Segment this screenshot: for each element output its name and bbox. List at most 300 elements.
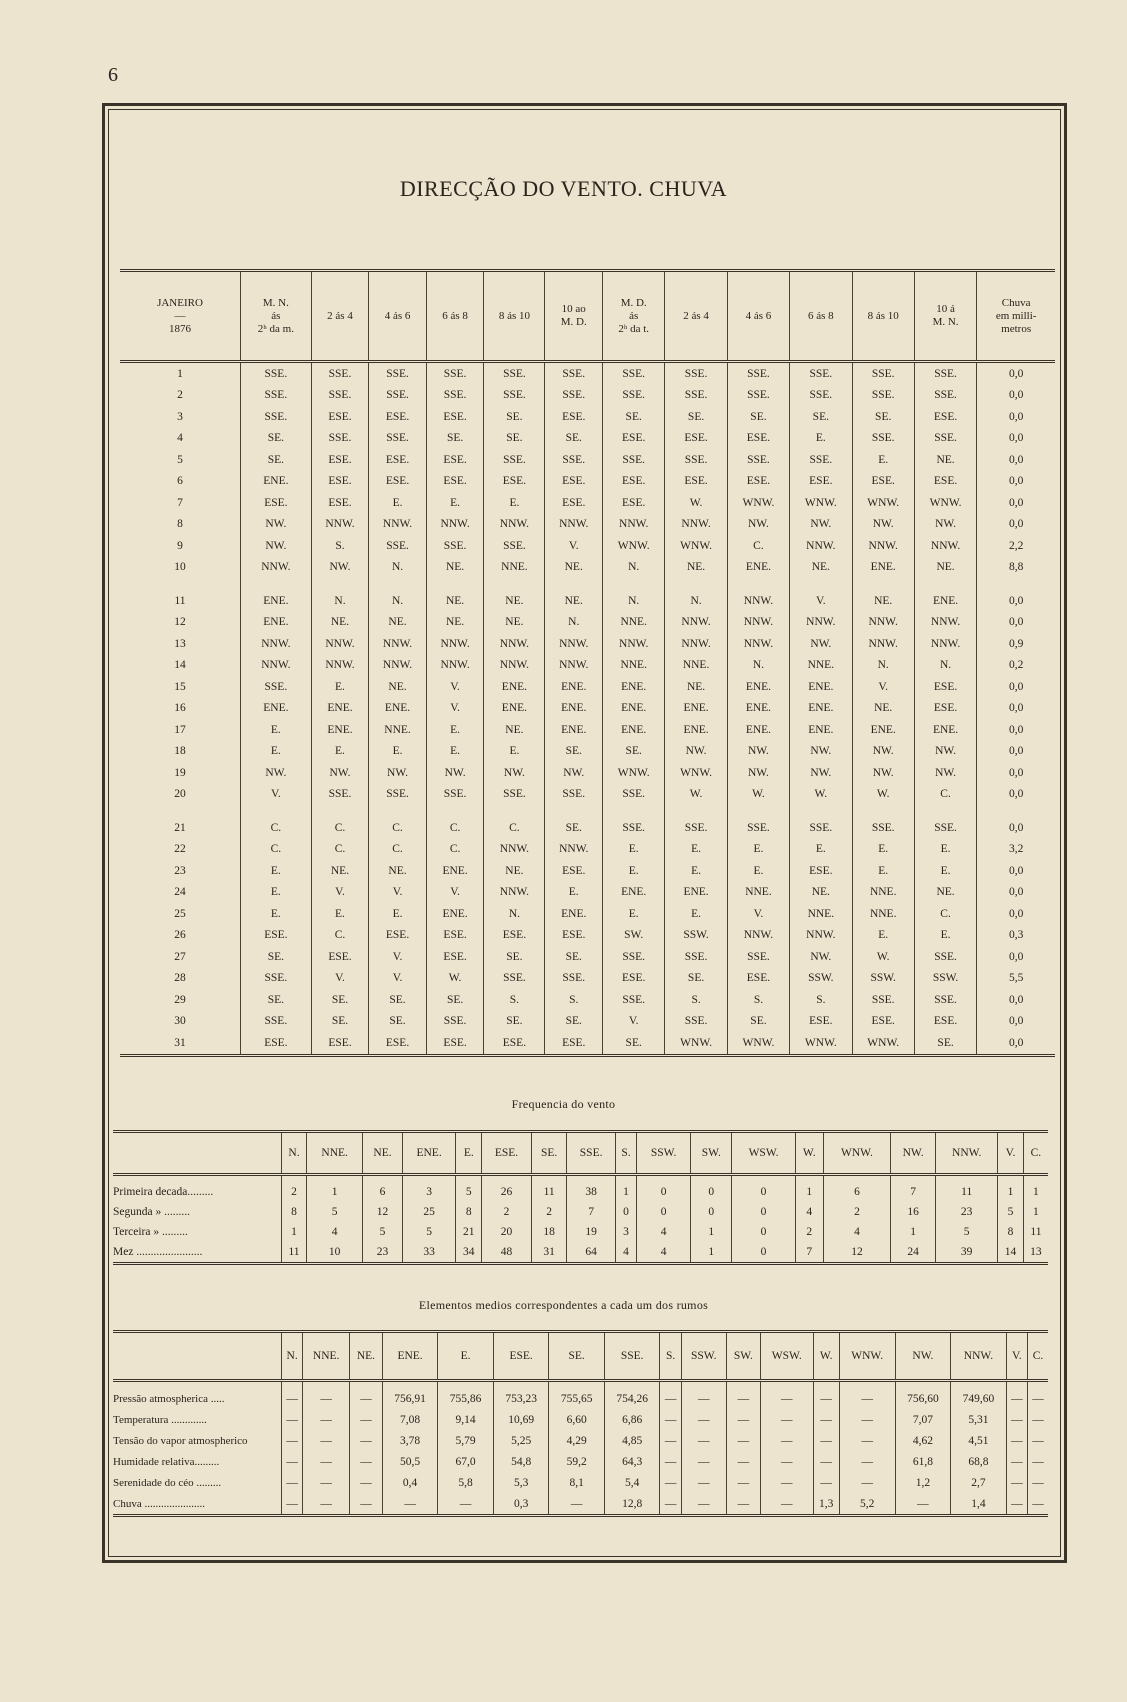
day-row [120, 633, 1055, 655]
day-row [120, 839, 1055, 861]
wind-direction-cell: N. [603, 590, 665, 612]
wind-direction-cell: ESE. [603, 428, 665, 450]
frequency-direction-header: NNE. [306, 1132, 362, 1175]
day-row [120, 903, 1055, 925]
wind-direction-cell: NNW. [665, 514, 727, 536]
wind-direction-cell: SE. [603, 406, 665, 428]
frequency-value: 33 [402, 1242, 456, 1264]
wind-direction-cell: ENE. [311, 698, 369, 720]
wind-direction-cell: SSE. [241, 968, 312, 990]
elements-value: — [681, 1472, 726, 1493]
elements-value: — [1027, 1430, 1048, 1451]
wind-direction-cell: ENE. [603, 676, 665, 698]
wind-direction-cell: ESE. [852, 1011, 914, 1033]
elements-value: — [726, 1451, 760, 1472]
wind-direction-cell: V. [369, 968, 427, 990]
wind-direction-cell: ENE. [790, 719, 852, 741]
wind-direction-cell: NNW. [727, 925, 789, 947]
day-row [120, 719, 1055, 741]
frequency-value: 6 [363, 1175, 402, 1203]
day-number: 28 [174, 972, 186, 985]
wind-direction-cell: SSE. [914, 362, 976, 385]
wind-direction-cell: ESE. [369, 925, 427, 947]
day-row [120, 968, 1055, 990]
elements-direction-header: NNW. [951, 1332, 1007, 1381]
frequency-value: 18 [531, 1222, 566, 1242]
frequency-direction-header: V. [998, 1132, 1024, 1175]
elements-value: 1,3 [813, 1493, 839, 1516]
wind-direction-cell: SSE. [369, 428, 427, 450]
wind-direction-cell: NE. [790, 557, 852, 579]
rain-value: 2,2 [977, 535, 1055, 557]
spacer-cell [727, 805, 789, 817]
frequency-row-label: Mez ....................... [113, 1242, 282, 1264]
day-row [120, 1032, 1055, 1055]
wind-direction-cell: SE. [545, 741, 603, 763]
elements-value: 54,8 [493, 1451, 549, 1472]
wind-direction-cell: ESE. [241, 1032, 312, 1055]
frequency-value: 7 [891, 1175, 936, 1203]
elements-value: — [382, 1493, 438, 1516]
wind-direction-cell: C. [914, 903, 976, 925]
wind-direction-cell: SSE. [426, 784, 484, 806]
wind-direction-cell: NNW. [727, 633, 789, 655]
wind-direction-cell: SE. [426, 428, 484, 450]
wind-direction-cell: ENE. [426, 903, 484, 925]
wind-direction-cell: E. [727, 839, 789, 861]
day-number: 7 [177, 496, 183, 509]
spacer-cell [852, 578, 914, 590]
day-number: 29 [174, 993, 186, 1006]
elements-value: — [895, 1493, 951, 1516]
wind-direction-cell: ESE. [311, 492, 369, 514]
day-number: 27 [174, 950, 186, 963]
wind-direction-cell: SSE. [603, 989, 665, 1011]
wind-direction-cell: NE. [311, 612, 369, 634]
spacer-cell [311, 805, 369, 817]
wind-direction-cell: E. [426, 492, 484, 514]
wind-direction-cell: NE. [545, 557, 603, 579]
wind-direction-cell: NNW. [241, 557, 312, 579]
elements-value: 59,2 [549, 1451, 605, 1472]
elements-direction-header: NE. [350, 1332, 383, 1381]
elements-value: — [660, 1430, 681, 1451]
wind-direction-cell: NW. [426, 762, 484, 784]
frequency-row-label: Terceira » ......... [113, 1226, 188, 1238]
day-row [120, 535, 1055, 557]
day-row [120, 428, 1055, 450]
day-number: 10 [174, 561, 186, 574]
frequency-value: 5 [306, 1202, 362, 1222]
frequency-value: 8 [456, 1202, 482, 1222]
frequency-value: 0 [636, 1175, 690, 1203]
wind-direction-cell: ESE. [665, 471, 727, 493]
wind-direction-cell: NNW. [852, 612, 914, 634]
wind-direction-cell: NNW. [727, 590, 789, 612]
wind-direction-cell: NNW. [603, 514, 665, 536]
time-column-header [665, 271, 727, 362]
day-number: 22 [174, 843, 186, 856]
elements-value: 1,2 [895, 1472, 951, 1493]
elements-row-label: Temperatura ............. [113, 1413, 207, 1426]
wind-direction-cell: SSE. [484, 449, 545, 471]
elements-value: — [813, 1381, 839, 1410]
elements-row [113, 1430, 1048, 1451]
day-number: 20 [174, 788, 186, 801]
rain-value: 0,0 [977, 514, 1055, 536]
wind-direction-cell: SE. [241, 946, 312, 968]
frequency-value: 23 [363, 1242, 402, 1264]
day-row [120, 449, 1055, 471]
wind-direction-cell: E. [665, 860, 727, 882]
elements-value: — [1027, 1493, 1048, 1516]
wind-direction-cell: ESE. [484, 471, 545, 493]
elements-value: 2,7 [951, 1472, 1007, 1493]
wind-direction-cell: SSE. [790, 385, 852, 407]
column-header-line: M. N. [262, 296, 289, 309]
elements-direction-header: E. [438, 1332, 494, 1381]
elements-direction-header: V. [1006, 1332, 1027, 1381]
wind-direction-cell: NNE. [852, 882, 914, 904]
rain-value: 5,5 [977, 968, 1055, 990]
wind-direction-cell: ENE. [603, 698, 665, 720]
wind-direction-cell: NW. [311, 762, 369, 784]
wind-direction-cell: SSE. [852, 362, 914, 385]
wind-direction-cell: ENE. [311, 719, 369, 741]
elements-row-label: Chuva ...................... [113, 1493, 282, 1516]
wind-direction-cell: NNW. [790, 612, 852, 634]
rain-value: 0,0 [977, 860, 1055, 882]
elements-value: 6,86 [604, 1409, 660, 1430]
frequency-value: 39 [936, 1242, 998, 1264]
wind-direction-cell: SE. [484, 406, 545, 428]
elements-row-label: Humidade relativa......... [113, 1455, 220, 1468]
frequency-value: 1 [1023, 1175, 1048, 1203]
spacer-cell [727, 578, 789, 590]
wind-direction-cell: SSE. [914, 946, 976, 968]
spacer-cell [790, 578, 852, 590]
wind-direction-cell: V. [369, 946, 427, 968]
time-column-header [241, 271, 312, 362]
elements-value: 12,8 [604, 1493, 660, 1516]
wind-direction-cell: V. [311, 882, 369, 904]
wind-direction-cell: SE. [603, 1032, 665, 1055]
elements-value: 5,25 [493, 1430, 549, 1451]
wind-direction-cell: ENE. [369, 698, 427, 720]
frequency-direction-header: W. [795, 1132, 823, 1175]
time-column-header [369, 271, 427, 362]
frequency-row-label: Segunda » ......... [113, 1206, 190, 1218]
wind-direction-cell: V. [426, 676, 484, 698]
wind-direction-cell: NW. [790, 633, 852, 655]
frequency-value: 3 [402, 1175, 456, 1203]
rain-value: 0,0 [977, 362, 1055, 385]
elements-direction-header: SSE. [604, 1332, 660, 1381]
wind-direction-cell: E. [665, 903, 727, 925]
wind-direction-cell: SE. [914, 1032, 976, 1055]
elements-value: — [350, 1472, 383, 1493]
wind-direction-cell: NE. [790, 882, 852, 904]
wind-direction-cell: WNW. [603, 762, 665, 784]
wind-direction-cell: NE. [369, 676, 427, 698]
elements-direction-header: SE. [549, 1332, 605, 1381]
frequency-value: 2 [531, 1202, 566, 1222]
wind-direction-cell: NNE. [484, 557, 545, 579]
wind-direction-cell: E. [665, 839, 727, 861]
frequency-direction-header: ESE. [482, 1132, 532, 1175]
frequency-value: 13 [1023, 1242, 1048, 1264]
wind-direction-cell: ESE. [545, 1032, 603, 1055]
spacer-cell [977, 578, 1055, 590]
elements-value: — [839, 1472, 895, 1493]
wind-direction-cell: ESE. [426, 946, 484, 968]
day-number: 26 [174, 929, 186, 942]
wind-direction-cell: SSE. [852, 817, 914, 839]
wind-direction-cell: NW. [790, 741, 852, 763]
wind-direction-cell: SSE. [603, 449, 665, 471]
day-number: 17 [174, 723, 186, 736]
wind-direction-cell: V. [790, 590, 852, 612]
wind-direction-cell: C. [369, 839, 427, 861]
elements-value: 7,07 [895, 1409, 951, 1430]
wind-direction-cell: NNW. [545, 514, 603, 536]
rain-value: 0,0 [977, 989, 1055, 1011]
wind-direction-cell: WNW. [852, 492, 914, 514]
elements-value: 5,2 [839, 1493, 895, 1516]
elements-value: 68,8 [951, 1451, 1007, 1472]
wind-direction-cell: NNW. [241, 633, 312, 655]
month-header-line: 1876 [169, 322, 191, 335]
day-row [120, 557, 1055, 579]
elements-direction-header: W. [813, 1332, 839, 1381]
wind-direction-cell: V. [852, 676, 914, 698]
wind-direction-cell: SSE. [665, 817, 727, 839]
elements-value: — [1006, 1430, 1027, 1451]
elements-value: — [303, 1409, 350, 1430]
wind-direction-cell: ESE. [603, 968, 665, 990]
wind-direction-cell: NW. [914, 514, 976, 536]
wind-direction-cell: E. [241, 860, 312, 882]
frequency-value: 14 [998, 1242, 1024, 1264]
column-header-line: metros [1001, 322, 1032, 335]
wind-direction-cell: SSE. [426, 385, 484, 407]
wind-direction-cell: W. [426, 968, 484, 990]
wind-direction-cell: SE. [665, 406, 727, 428]
wind-direction-cell: NW. [727, 762, 789, 784]
rain-value: 0,0 [977, 385, 1055, 407]
wind-direction-cell: E. [311, 741, 369, 763]
elements-value: — [760, 1472, 813, 1493]
wind-direction-cell: NNE. [790, 903, 852, 925]
frequency-direction-header: WNW. [823, 1132, 890, 1175]
day-row [120, 1011, 1055, 1033]
time-column-header [914, 271, 976, 362]
frequency-value: 8 [282, 1202, 307, 1222]
column-header-line: em milli- [995, 309, 1037, 322]
wind-direction-cell: SSE. [545, 968, 603, 990]
wind-direction-cell: SSE. [484, 535, 545, 557]
wind-direction-cell: S. [484, 989, 545, 1011]
wind-direction-cell: E. [603, 860, 665, 882]
elements-value: — [438, 1493, 494, 1516]
wind-direction-cell: ENE. [484, 698, 545, 720]
wind-direction-cell: NE. [369, 612, 427, 634]
wind-direction-cell: E. [241, 741, 312, 763]
wind-direction-cell: E. [603, 839, 665, 861]
frequency-value: 2 [482, 1202, 532, 1222]
wind-direction-cell: V. [369, 882, 427, 904]
wind-direction-cell: NNW. [369, 655, 427, 677]
column-header-line: 2ʰ da m. [257, 322, 294, 335]
elements-value: 0,4 [382, 1472, 438, 1493]
wind-direction-cell: WNW. [727, 492, 789, 514]
wind-direction-cell: SE. [545, 817, 603, 839]
day-number: 6 [177, 475, 183, 488]
wind-direction-cell: C. [311, 839, 369, 861]
wind-direction-cell: E. [852, 449, 914, 471]
wind-direction-cell: NNE. [727, 882, 789, 904]
frequency-value: 34 [456, 1242, 482, 1264]
mean-elements-table [113, 1330, 1048, 1517]
wind-direction-cell: E. [852, 839, 914, 861]
frequency-value: 11 [282, 1242, 307, 1264]
elements-value: — [726, 1409, 760, 1430]
wind-direction-cell: NE. [426, 590, 484, 612]
wind-direction-cell: E. [311, 903, 369, 925]
elements-value: 754,26 [604, 1381, 660, 1410]
day-row [120, 514, 1055, 536]
time-column-header [603, 271, 665, 362]
wind-direction-cell: ENE. [727, 698, 789, 720]
spacer-cell [852, 805, 914, 817]
elements-value: 753,23 [493, 1381, 549, 1410]
frequency-direction-header: SE. [531, 1132, 566, 1175]
wind-direction-cell: NNW. [484, 882, 545, 904]
elements-value: — [1027, 1381, 1048, 1410]
wind-direction-cell: NNE. [665, 655, 727, 677]
frequency-value: 6 [823, 1175, 890, 1203]
day-row [120, 385, 1055, 407]
elements-direction-header: NNE. [303, 1332, 350, 1381]
frequency-section-title: Frequencia do vento [511, 1097, 616, 1111]
wind-direction-cell: E. [241, 719, 312, 741]
frequency-value: 7 [795, 1242, 823, 1264]
wind-direction-cell: ESE. [426, 406, 484, 428]
elements-value: — [350, 1409, 383, 1430]
wind-direction-cell: ENE. [665, 882, 727, 904]
column-header-line: 4 ás 6 [384, 309, 411, 322]
frequency-value: 7 [567, 1202, 616, 1222]
wind-direction-cell: ENE. [727, 719, 789, 741]
wind-direction-cell: NNE. [369, 719, 427, 741]
wind-direction-cell: SE. [426, 989, 484, 1011]
elements-value: — [1006, 1493, 1027, 1516]
frequency-row [113, 1242, 1048, 1264]
wind-direction-cell: SSE. [426, 362, 484, 385]
wind-direction-cell: ESE. [545, 492, 603, 514]
wind-direction-cell: SSE. [790, 817, 852, 839]
rain-value: 0,2 [977, 655, 1055, 677]
wind-direction-cell: E. [426, 741, 484, 763]
frequency-value: 1 [891, 1222, 936, 1242]
elements-value: — [282, 1381, 303, 1410]
wind-direction-cell: SSE. [790, 362, 852, 385]
elements-value: 4,29 [549, 1430, 605, 1451]
wind-direction-cell: ESE. [311, 406, 369, 428]
frequency-value: 4 [636, 1242, 690, 1264]
wind-direction-cell: NW. [665, 741, 727, 763]
wind-direction-cell: SSE. [727, 362, 789, 385]
wind-direction-cell: SE. [369, 989, 427, 1011]
wind-direction-cell: N. [665, 590, 727, 612]
spacer-cell [311, 578, 369, 590]
wind-direction-cell: ENE. [241, 590, 312, 612]
wind-direction-cell: NNW. [484, 839, 545, 861]
frequency-value: 2 [282, 1175, 307, 1203]
wind-direction-cell: W. [665, 784, 727, 806]
time-column-header [790, 271, 852, 362]
frequency-value: 4 [615, 1242, 636, 1264]
spacer-cell [120, 805, 241, 817]
wind-direction-cell: SSE. [665, 946, 727, 968]
wind-direction-cell: WNW. [852, 1032, 914, 1055]
elements-value: — [839, 1451, 895, 1472]
wind-direction-cell: E. [790, 839, 852, 861]
wind-direction-cell: E. [545, 882, 603, 904]
day-row [120, 741, 1055, 763]
wind-direction-cell: ESE. [727, 471, 789, 493]
wind-direction-cell: SSE. [603, 946, 665, 968]
wind-direction-cell: NNW. [369, 514, 427, 536]
wind-direction-cell: NNW. [311, 633, 369, 655]
wind-direction-cell: SE. [545, 946, 603, 968]
wind-direction-cell: ESE. [914, 698, 976, 720]
spacer-cell [914, 578, 976, 590]
wind-direction-cell: ENE. [241, 612, 312, 634]
spacer-row [120, 805, 1055, 817]
frequency-value: 38 [567, 1175, 616, 1203]
elements-value: — [681, 1409, 726, 1430]
day-row [120, 406, 1055, 428]
wind-direction-cell: NW. [545, 762, 603, 784]
frequency-direction-header: NNW. [936, 1132, 998, 1175]
column-header-line: 2ʰ da t. [618, 322, 650, 335]
wind-direction-cell: N. [369, 590, 427, 612]
wind-direction-cell: ENE. [665, 719, 727, 741]
wind-direction-cell: ENE. [241, 698, 312, 720]
elements-value: 755,86 [438, 1381, 494, 1410]
wind-direction-cell: ESE. [241, 925, 312, 947]
wind-direction-cell: SSE. [426, 535, 484, 557]
elements-value: — [303, 1472, 350, 1493]
column-header-line: 10 ao [561, 303, 586, 315]
elements-value: — [760, 1493, 813, 1516]
elements-direction-header: ESE. [493, 1332, 549, 1381]
wind-direction-cell: N. [914, 655, 976, 677]
day-number: 12 [174, 616, 186, 629]
wind-direction-cell: W. [852, 946, 914, 968]
spacer-row [120, 578, 1055, 590]
elements-value: 10,69 [493, 1409, 549, 1430]
day-number: 24 [174, 886, 186, 899]
wind-direction-cell: ESE. [369, 449, 427, 471]
wind-direction-cell: NE. [852, 590, 914, 612]
day-number: 19 [174, 766, 186, 779]
wind-direction-cell: W. [665, 492, 727, 514]
wind-direction-cell: E. [790, 428, 852, 450]
frequency-value: 31 [531, 1242, 566, 1264]
column-header-line: Chuva [1001, 296, 1031, 309]
